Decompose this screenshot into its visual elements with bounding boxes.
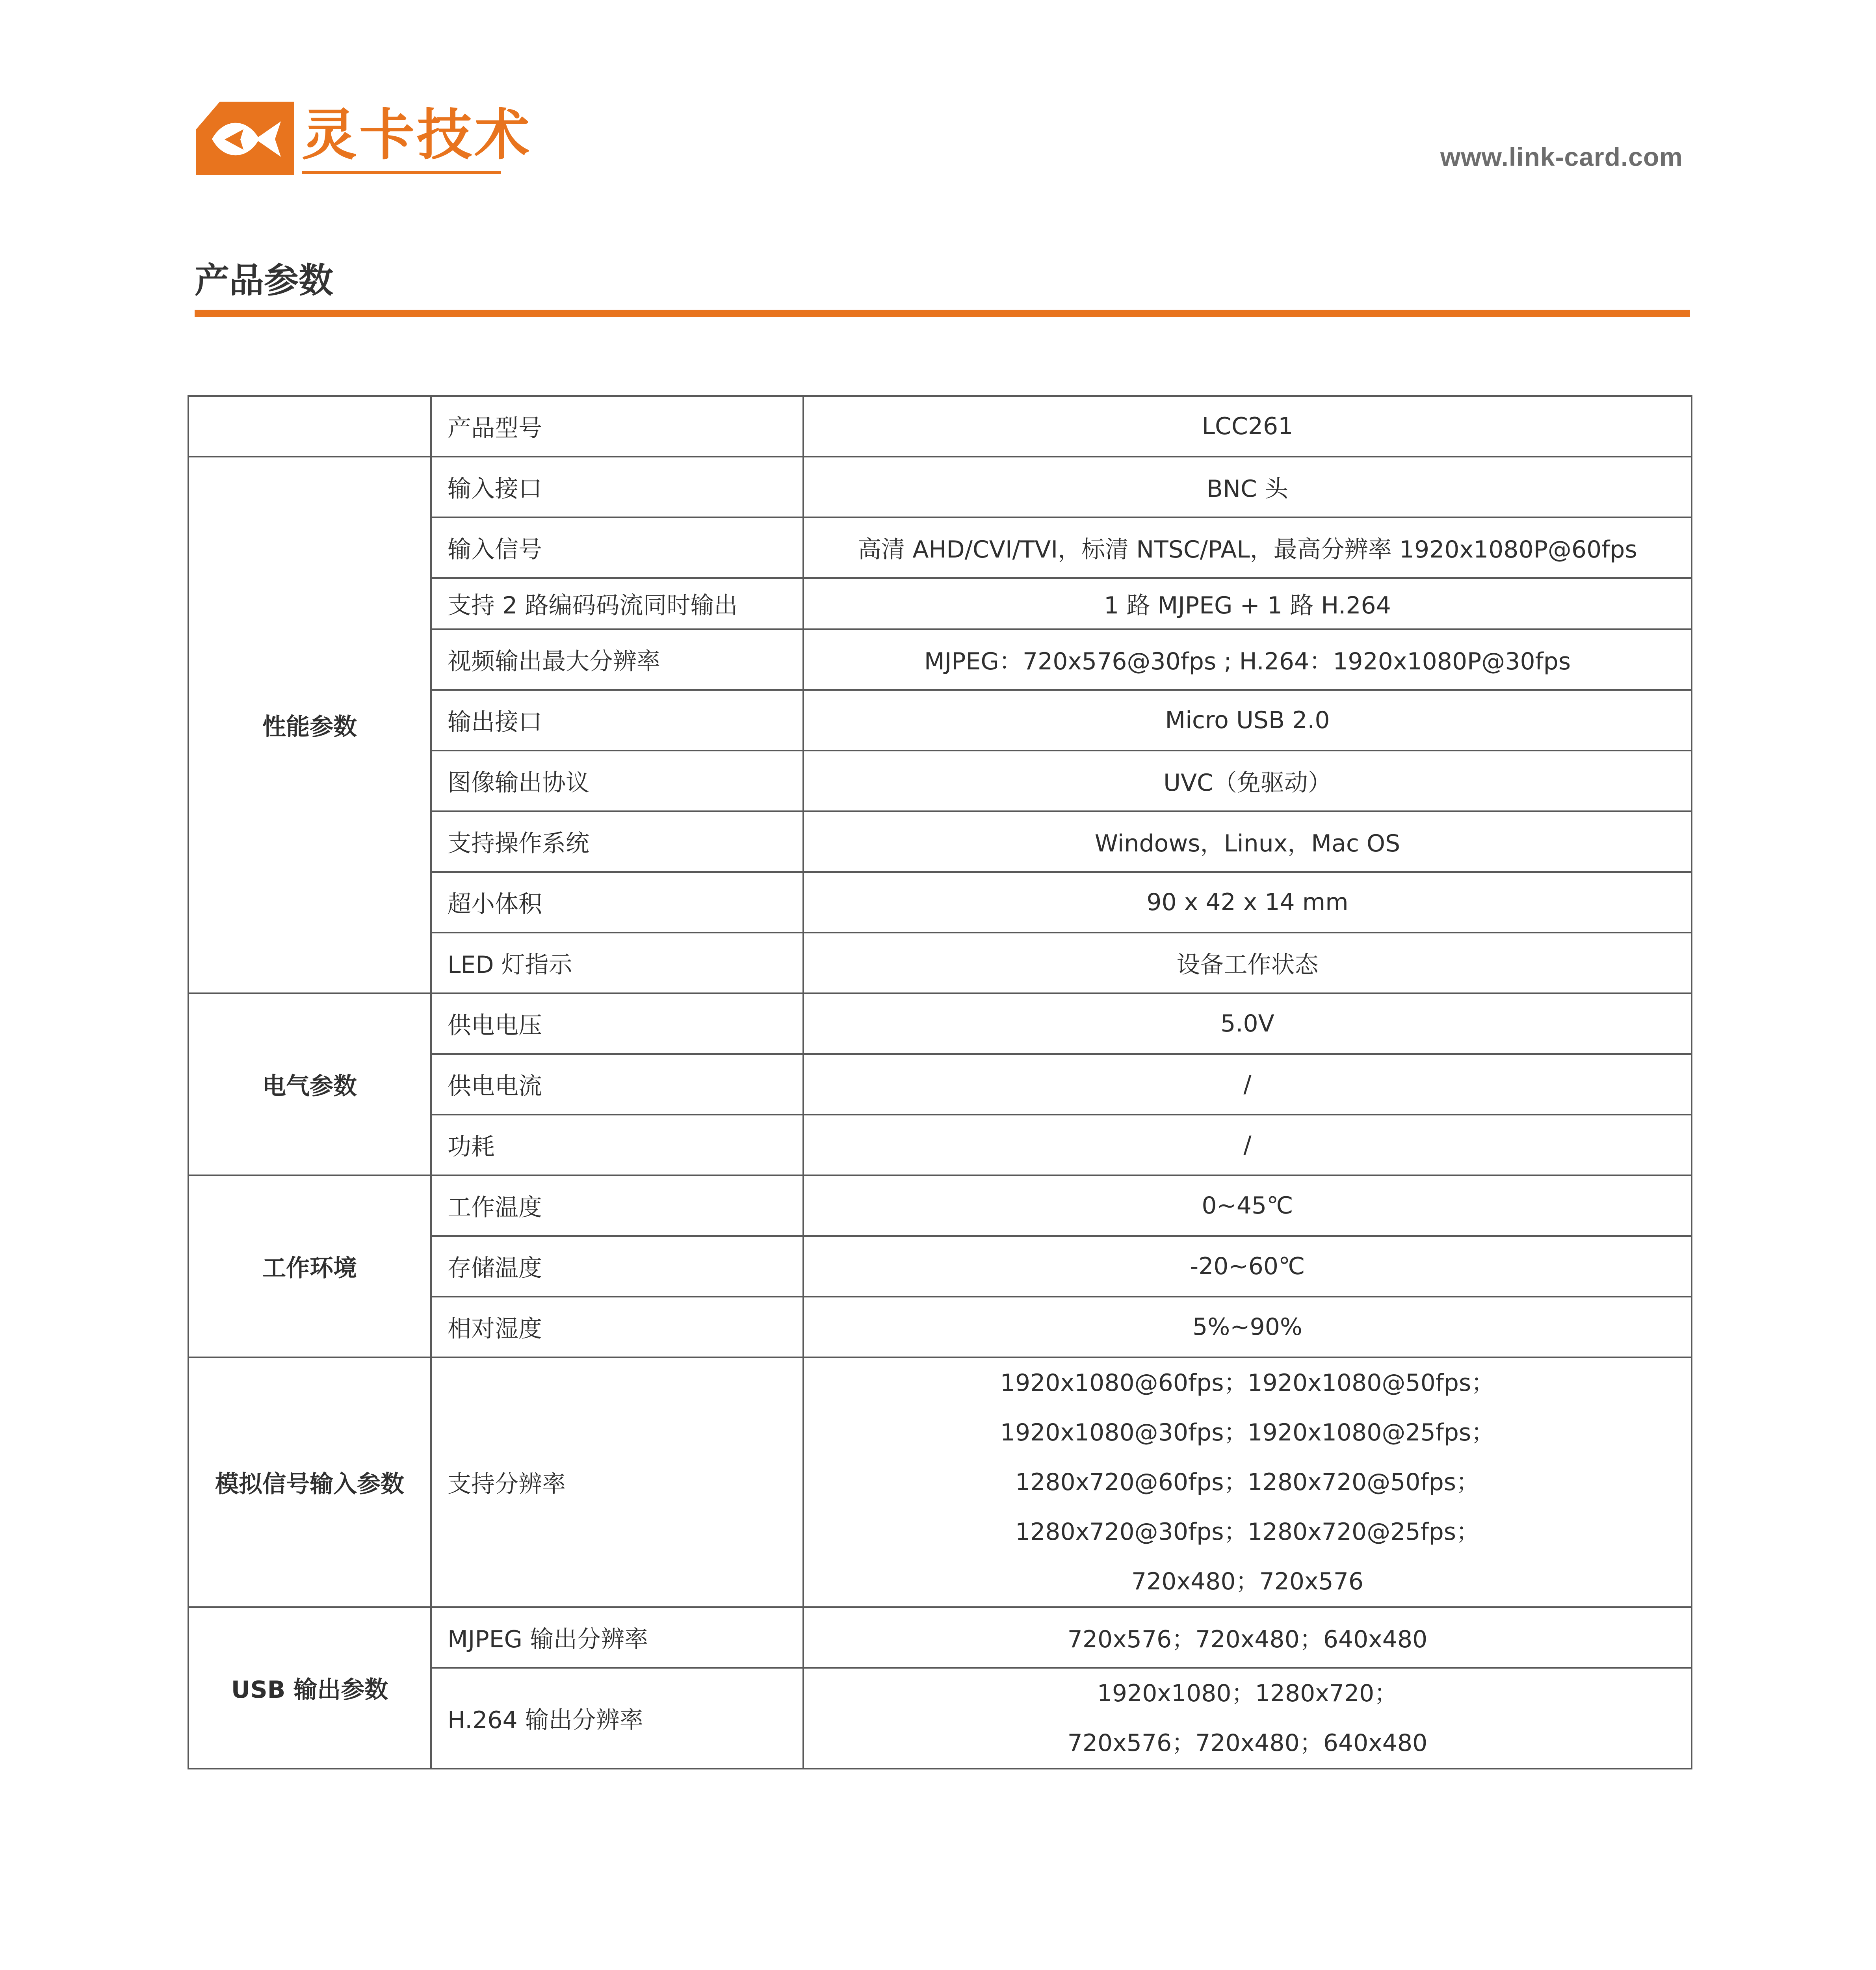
- param-name: 支持操作系统: [431, 811, 803, 872]
- category-cell: 电气参数: [188, 993, 431, 1175]
- param-value: 高清 AHD/CVI/TVI，标清 NTSC/PAL，最高分辨率 1920x1080P@60fps: [803, 517, 1692, 578]
- param-value: /: [803, 1054, 1692, 1115]
- param-name: 图像输出协议: [431, 751, 803, 811]
- param-name: 产品型号: [431, 396, 803, 457]
- param-name: 超小体积: [431, 872, 803, 933]
- param-value: 1 路 MJPEG + 1 路 H.264: [803, 578, 1692, 629]
- param-value: Windows，Linux，Mac OS: [803, 811, 1692, 872]
- param-value: BNC 头: [803, 457, 1692, 517]
- category-cell: 性能参数: [188, 457, 431, 993]
- param-value: -20~60℃: [803, 1236, 1692, 1297]
- table-row: [188, 1607, 1692, 1668]
- param-value: Micro USB 2.0: [803, 690, 1692, 751]
- company-logo: [196, 102, 532, 180]
- param-name: 工作温度: [431, 1175, 803, 1236]
- param-name: 相对湿度: [431, 1297, 803, 1357]
- param-name: H.264 输出分辨率: [431, 1668, 803, 1769]
- value-line: 720x576；720x480；640x480: [1067, 1729, 1428, 1757]
- value-line: 1280x720@30fps；1280x720@25fps；: [1015, 1518, 1480, 1546]
- param-name: 输入接口: [431, 457, 803, 517]
- table-row: [188, 457, 1692, 517]
- value-line: 720x480；720x576: [1131, 1568, 1364, 1595]
- value-line: 1920x1080；1280x720；: [1097, 1680, 1398, 1707]
- table-row: [188, 1175, 1692, 1236]
- category-cell: 模拟信号输入参数: [188, 1357, 431, 1607]
- table-row: [188, 396, 1692, 457]
- param-value: LCC261: [803, 396, 1692, 457]
- category-cell: USB 输出参数: [188, 1607, 431, 1769]
- param-name: 视频输出最大分辨率: [431, 629, 803, 690]
- value-line: 1920x1080@60fps；1920x1080@50fps；: [1000, 1369, 1495, 1397]
- empty-header-cell: [188, 396, 431, 457]
- param-value: UVC（免驱动）: [803, 751, 1692, 811]
- logo-text: 灵卡技术: [302, 103, 532, 167]
- category-cell: 工作环境: [188, 1175, 431, 1357]
- param-name: 输入信号: [431, 517, 803, 578]
- table-row: [188, 993, 1692, 1054]
- param-value: 5%~90%: [803, 1297, 1692, 1357]
- param-name: 功耗: [431, 1115, 803, 1175]
- fish-logo-icon: [196, 102, 294, 175]
- param-name: 输出接口: [431, 690, 803, 751]
- value-line: 1920x1080@30fps；1920x1080@25fps；: [1000, 1419, 1495, 1446]
- param-name: 支持分辨率: [431, 1357, 803, 1607]
- param-value: 设备工作状态: [803, 933, 1692, 993]
- title-divider: [195, 310, 1690, 317]
- param-name: LED 灯指示: [431, 933, 803, 993]
- param-name: 供电电流: [431, 1054, 803, 1115]
- param-name: 支持 2 路编码码流同时输出: [431, 578, 803, 629]
- param-value: 5.0V: [803, 993, 1692, 1054]
- param-name: MJPEG 输出分辨率: [431, 1607, 803, 1668]
- param-name: 存储温度: [431, 1236, 803, 1297]
- value-line: 1280x720@60fps；1280x720@50fps；: [1015, 1468, 1480, 1496]
- param-value-multiline: [803, 1668, 1692, 1769]
- param-value: 720x576；720x480；640x480: [803, 1607, 1692, 1668]
- logo-underline: [302, 171, 501, 174]
- param-value: MJPEG：720x576@30fps ; H.264：1920x1080P@30fps: [803, 629, 1692, 690]
- param-name: 供电电压: [431, 993, 803, 1054]
- param-value: 90 x 42 x 14 mm: [803, 872, 1692, 933]
- table-row: [188, 1357, 1692, 1607]
- website-url[interactable]: www.link-card.com: [1440, 142, 1683, 171]
- param-value-multiline: [803, 1357, 1692, 1607]
- spec-table: [188, 395, 1692, 1769]
- param-value: /: [803, 1115, 1692, 1175]
- param-value: 0~45℃: [803, 1175, 1692, 1236]
- section-title: 产品参数: [195, 260, 334, 301]
